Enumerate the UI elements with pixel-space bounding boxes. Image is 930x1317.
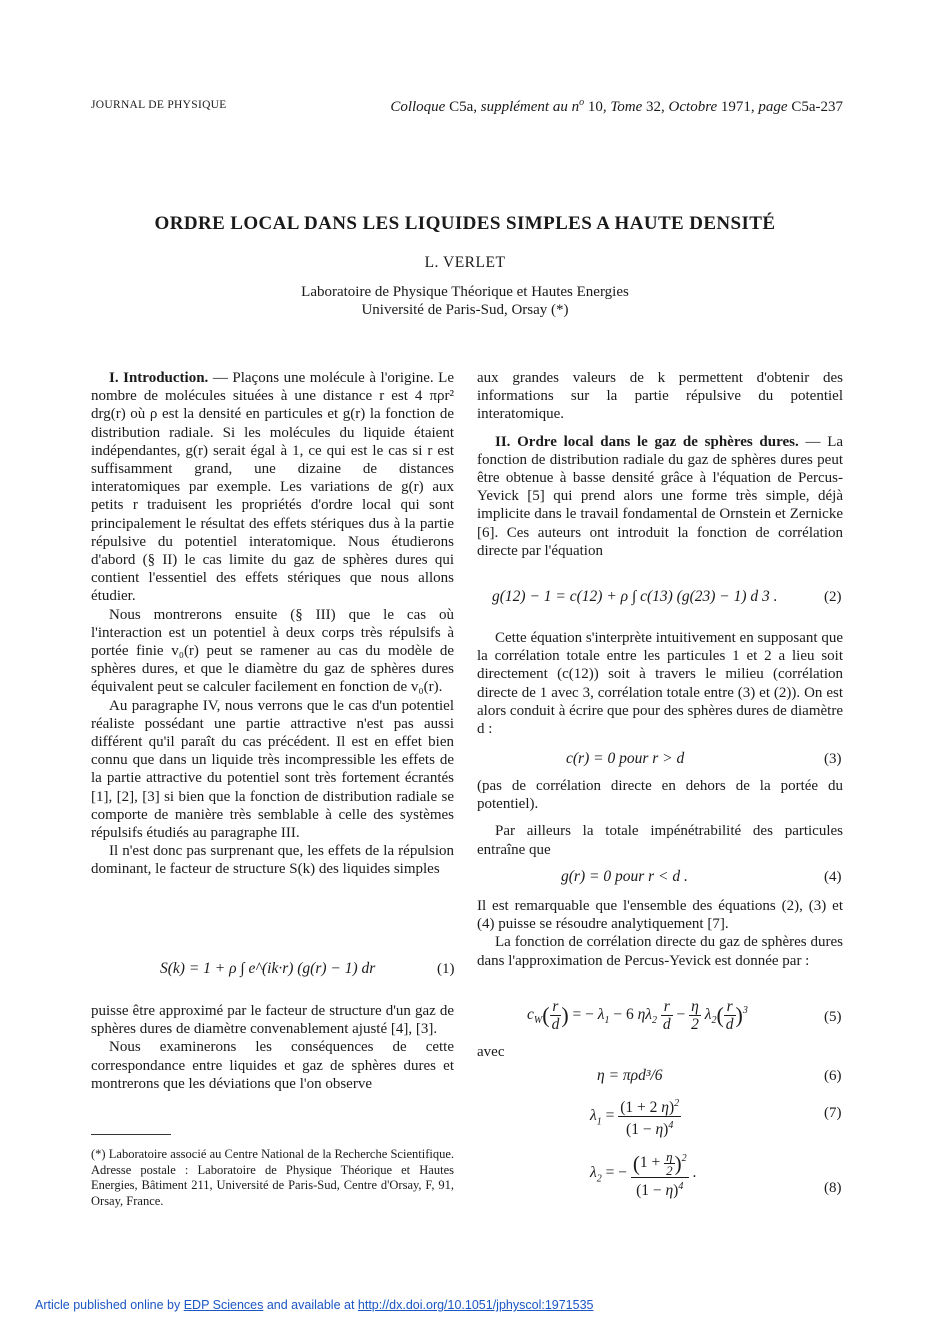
avec-label: avec: [477, 1044, 505, 1060]
equation-1-number: (1): [437, 961, 455, 977]
right-paragraph-3: Cette équation s'interprète intuitivement en supposant que la corrélation totale entre les particules 1 et 2 a lieu soit directement (c(12)) soit à travers le milieu (corrélation directe de 1 avec 3, corrélation totale entre (3) et (2)). On est alors conduit à écrire que pour des sphères dures de diamètre d :: [477, 630, 843, 738]
right-paragraph-7: La fonction de corrélation directe du gaz de sphères dures dans l'approximation de Percus-Yevick est donnée par :: [477, 934, 843, 969]
journal-name: JOURNAL DE PHYSIQUE: [91, 99, 227, 111]
author: L. VERLET: [424, 254, 506, 271]
right-paragraph-6: Il est remarquable que l'ensemble des équations (2), (3) et (4) puisse se résoudre analytiquement [7].: [477, 898, 843, 933]
paragraph-2: Nous montrerons ensuite (§ III) que le cas où l'interaction est un potentiel à deux corps très répulsifs à portée finie v₀(r) peut se ramener au cas du modèle de sphères dures, et que le diamètre du gaz de sphères dures équivalent peut se calculer facilement en fonction de v₀(r).: [91, 606, 454, 696]
right-column-mid: [477, 629, 843, 738]
equation-4: g(r) = 0 pour r < d .: [561, 868, 688, 885]
equation-6-number: (6): [824, 1068, 842, 1084]
equation-7-number: (7): [824, 1105, 842, 1121]
equation-8-number: (8): [824, 1180, 842, 1196]
right-column-mid-2: [477, 777, 843, 859]
intro-paragraph: I. Introduction. — Plaçons une molécule à l'origine. Le nombre de molécules situées à une distance r est 4 πρr² drg(r) où ρ est la densité en particules et g(r) la fonction de distribution radiale. Si les molécules du liquide étaient indépendantes, g(r) serait égal à 1, ce qui est le cas si r est suffisamment grand, une dizaine de distances interatomiques par exemple. Les variations de g(r) aux petits r traduisent les propriétés d'ordre local qui sont principalement le résultat des effets stériques dus à la partie répulsive du potentiel interatomique. Nous étudierons d'abord (§ II) le cas limite du gaz de sphères dures qui contient l'essentiel des effets stériques que nous allons étudier.: [91, 370, 454, 605]
paragraph-4: Il n'est donc pas surprenant que, les effets de la répulsion dominant, le facteur de structure S(k) des liquides simples: [91, 843, 454, 878]
doi-link[interactable]: http://dx.doi.org/10.1051/jphyscol:1971535: [357, 1298, 594, 1312]
right-paragraph-5: Par ailleurs la totale impénétrabilité des particules entraîne que: [477, 823, 843, 858]
equation-8: $\lambda_2$ = − (1 + $\frac{\eta}{2}$ )$^2$ $(1 - \eta)^4$ .: [590, 1149, 697, 1200]
publisher-link[interactable]: EDP Sciences: [183, 1298, 264, 1312]
paper-title: ORDRE LOCAL DANS LES LIQUIDES SIMPLES A HAUTE DENSITÉ: [154, 213, 776, 234]
right-paragraph-1: aux grandes valeurs de k permettent d'obtenir des informations sur la partie répulsive du potentiel interatomique.: [477, 370, 843, 423]
issue-citation: Colloque C5a, supplément au $n^o$ 10, Tome 32, Octobre 1971, page C5a-237: [390, 97, 843, 115]
equation-2-number: (2): [824, 589, 842, 605]
equation-4-number: (4): [824, 869, 842, 885]
equation-1: S(k) = 1 + ρ ∫ e^(ik·r) (g(r) − 1) dr: [160, 960, 376, 977]
footnote-divider: [91, 1134, 171, 1135]
affiliation-line-2: Université de Paris-Sud, Orsay (*): [361, 302, 569, 318]
publication-notice: Article published online by EDP Sciences and available at http://dx.doi.org/10.1051/jphyscol:1971535: [35, 1298, 594, 1312]
right-paragraph-4: (pas de corrélation directe en dehors de la portée du potentiel).: [477, 778, 843, 813]
footnote: (*) Laboratoire associé au Centre National de la Recherche Scientifique. Adresse postale : Laboratoire de Physique Théorique et Hautes Energies, Bâtiment 211, Université de Paris-Sud, Centre d'Orsay, F, 91, Orsay, France.: [91, 1147, 454, 1208]
paragraph-6: Nous examinerons les conséquences de cette correspondance entre liquides et gaz de sphères dures et montrerons que les déviations que l'on observe: [91, 1039, 454, 1092]
section-2-paragraph: II. Ordre local dans le gaz de sphères dures. — La fonction de distribution radiale du gaz de sphères dures peut être obtenue à basse densité grâce à l'équation de Percus-Yevick [5] qui prend alors une forme très simple, déjà implicite dans le travail fondamental de Ornstein et Zernicke [6]. Ces auteurs ont introduit la fonction de corrélation directe par l'équation: [477, 433, 844, 559]
equation-5: $c_W$( $\frac{r}{d}$ ) = − $\lambda_1 - 6$ $\eta\lambda_2$ $\frac{r}{d}$ − $\frac{\eta}{2}$ $\lambda_2$( $\frac{r}{d}$ )$^3$: [527, 998, 748, 1033]
equation-7: $\lambda_1$ = $\frac{(1 + 2 \eta)^2}{(1 - \eta)^4}$: [590, 1095, 681, 1138]
paragraph-3: Au paragraphe IV, nous verrons que le cas d'un potentiel réaliste possédant une partie attractive n'est pas aussi différent qu'il paraît du cas précédent. Il est en effet bien connu que dans un liquide très incompressible les effets de la partie attractive du potentiel sont très fortement écrantés [1], [2], [3] si bien que la fonction de distribution radiale se comporte de manière très semblable à celle des systèmes répulsifs étudiés au paragraphe III.: [91, 697, 454, 842]
left-column-bottom: [91, 1002, 454, 1093]
right-column-lower: [477, 897, 843, 970]
left-column-top: [91, 369, 454, 879]
equation-5-number: (5): [824, 1009, 842, 1025]
equation-3: c(r) = 0 pour r > d: [566, 750, 685, 767]
affiliation-line-1: Laboratoire de Physique Théorique et Hautes Energies: [301, 284, 629, 300]
equation-3-number: (3): [824, 751, 842, 767]
paragraph-5: puisse être approximé par le facteur de structure d'un gaz de sphères dures de diamètre convenablement ajusté [4], [3].: [91, 1003, 454, 1038]
equation-2: g(12) − 1 = c(12) + ρ ∫ c(13) (g(23) − 1) d 3 .: [492, 588, 778, 605]
right-column-top: [477, 369, 843, 560]
equation-6: η = πρd³/6: [597, 1067, 663, 1084]
